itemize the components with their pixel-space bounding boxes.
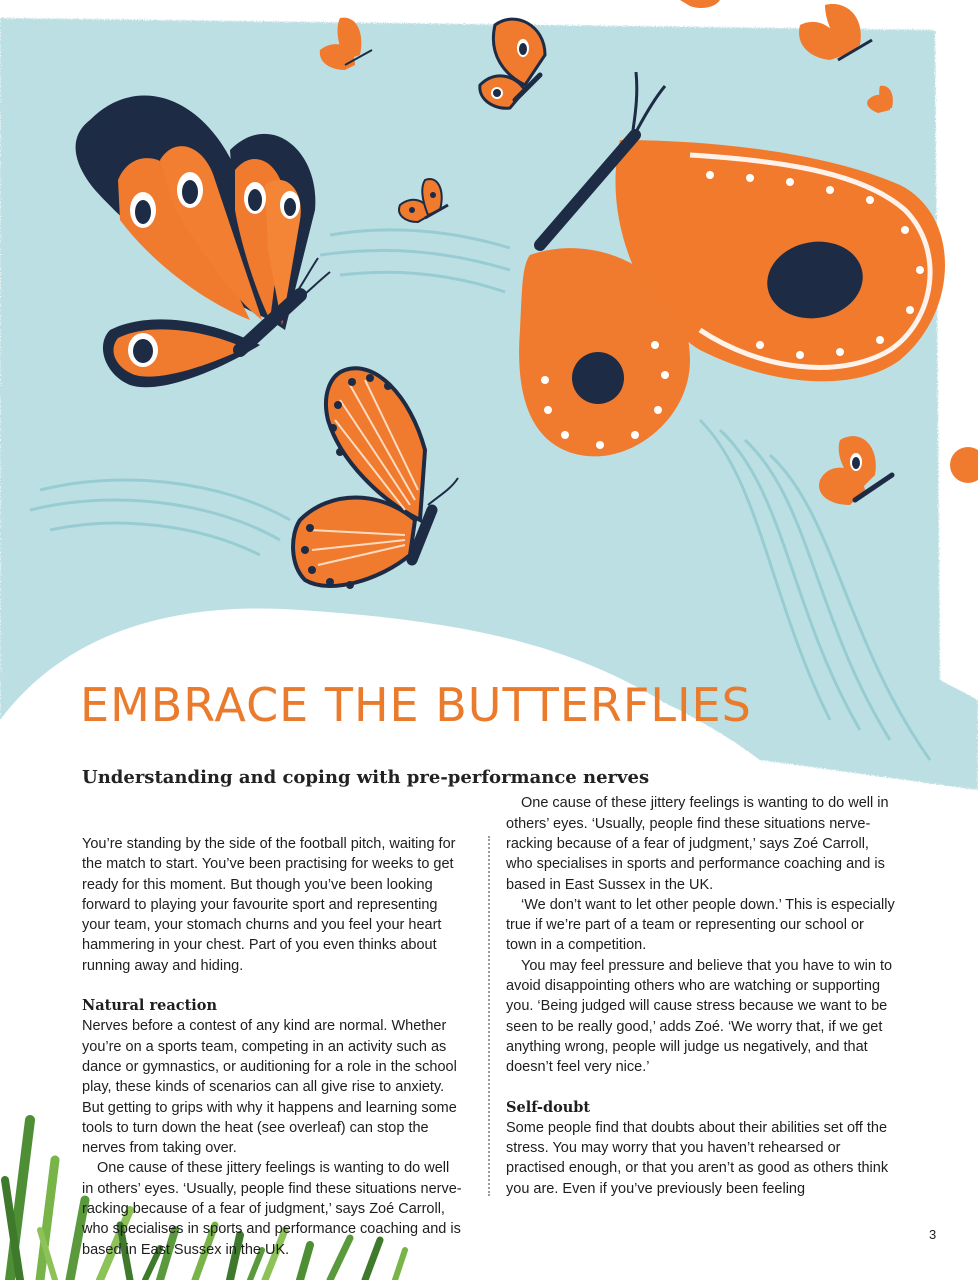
right-column (506, 795, 898, 1199)
section-heading-natural-reaction: Natural reaction (82, 997, 217, 1015)
page-number: 3 (929, 1227, 937, 1242)
article-title: EMBRACE THE BUTTERFLIES (80, 678, 752, 732)
body-paragraph: ‘We don’t want to let other people down.’ This is especially true if we’re part of a team or representing our school or town in a competition. (506, 896, 895, 954)
body-paragraph: You may feel pressure and believe that you have to win to avoid disappointing others who are watching or supporting you. ‘Being judged will cause stress because we want to be seen to be really good,’ adds Zoé. ‘We worry that, if we get anything wrong, people will judge us negatively, and that doesn’t feel very nice.’ (506, 957, 893, 1076)
body-paragraph-continued (506, 795, 898, 895)
body-paragraph: Some people find that doubts about their abilities set off the stress. You may worry that you haven’t rehearsed or practised enough, or that you aren’t as good as others think you are. Even if you’ve previously been feeling (506, 1119, 889, 1197)
body-paragraph: One cause of these jittery feelings is wanting to do well in others’ eyes. ‘Usually, people find these situations nerve-racking because of a fear of judgment,’ says Zoé Carroll, who specialises in sports and performance coaching and is based in East Sussex in the UK. (82, 1160, 462, 1258)
intro-paragraph: You’re standing by the side of the football pitch, waiting for the match to start. You’ve been practising for weeks to get ready for this moment. But though you’ve been looking forward to playing your favourite sport and representing your team, your stomach churns and you feel your heart hammering in your chest. Part of you even thinks about running away and hiding. (82, 836, 456, 974)
left-column (82, 834, 462, 1258)
article-subtitle: Understanding and coping with pre-performance nerves (82, 767, 650, 788)
continued-text: One cause of these jittery feelings is wanting to do well in others’ eyes. ‘Usually, people find these situations nerve-racking because of a fear of judgment,’ says Zoé Carroll, who specialises in sports and performance coaching and is based in East Sussex in the UK. (506, 795, 889, 893)
top-fragment (680, 0, 720, 8)
column-divider (488, 836, 490, 1196)
body-paragraph: Nerves before a contest of any kind are normal. Whether you’re on a sports team, competing in an activity such as dance or gymnastics, or auditioning for a role in the school play, these kinds of scenarios can all give rise to anxiety. But getting to grips with why it happens and learning some tools to turn down the heat (see overleaf) can stop the nerves from taking over. (82, 1018, 457, 1157)
section-heading-self-doubt: Self-doubt (506, 1098, 591, 1116)
edge-butterfly-fragment (950, 447, 978, 483)
